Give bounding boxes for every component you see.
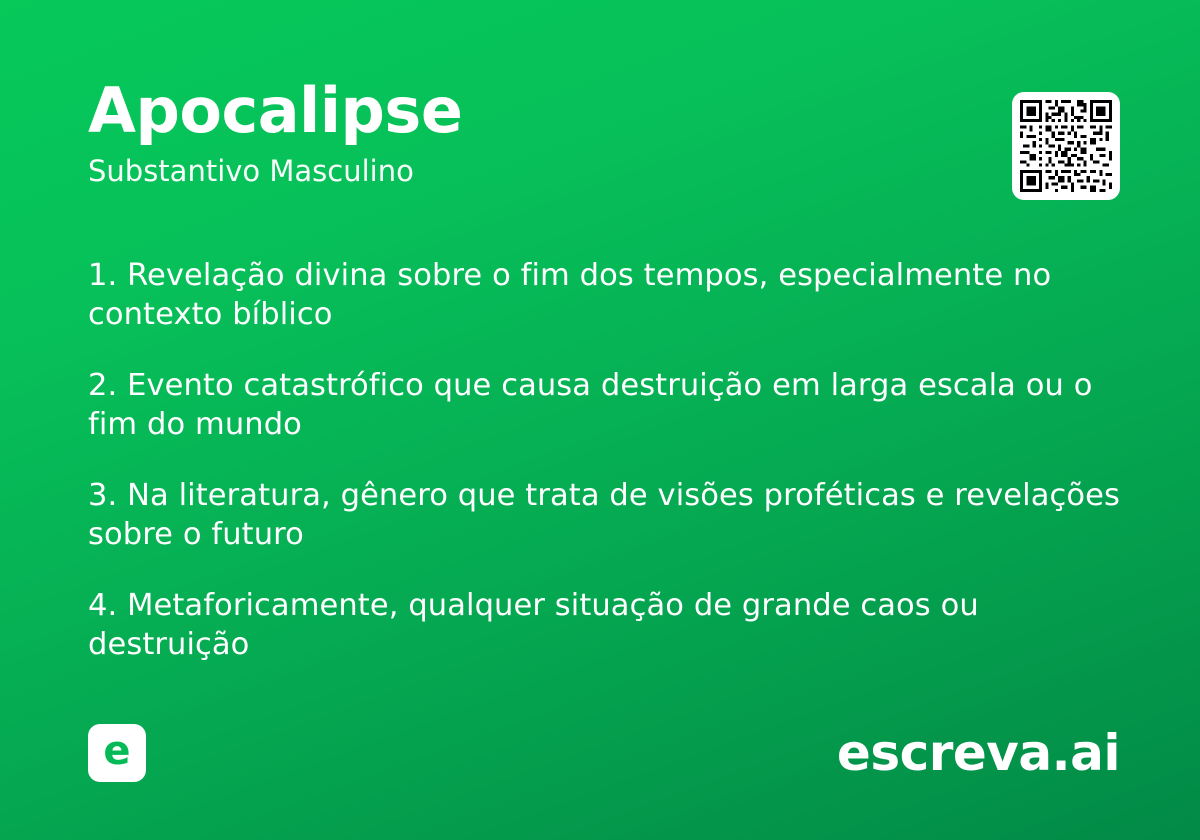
- definition-item: 3. Na literatura, gênero que trata de visões proféticas e revelações sobre o futuro: [88, 478, 1121, 553]
- card-header: [88, 74, 1120, 200]
- brand-wordmark: escreva.ai: [836, 724, 1120, 782]
- definition-item: 4. Metaforicamente, qualquer situação de grande caos ou destruição: [88, 588, 979, 663]
- title-block: [88, 74, 463, 188]
- logo-letter: e: [103, 728, 131, 774]
- page-title: Apocalipse: [88, 74, 463, 147]
- qr-code-icon[interactable]: [1012, 92, 1120, 200]
- definition-item: 1. Revelação divina sobre o fim dos tempos, especialmente no contexto bíblico: [88, 258, 1052, 333]
- word-class-label: Substantivo Masculino: [88, 154, 414, 188]
- card-footer: [88, 724, 1120, 782]
- definition-item: 2. Evento catastrófico que causa destruição em larga escala ou o fim do mundo: [88, 368, 1093, 443]
- card-content: [88, 74, 1121, 792]
- escreva-logo-icon: [88, 724, 146, 782]
- definition-list: [88, 256, 1120, 664]
